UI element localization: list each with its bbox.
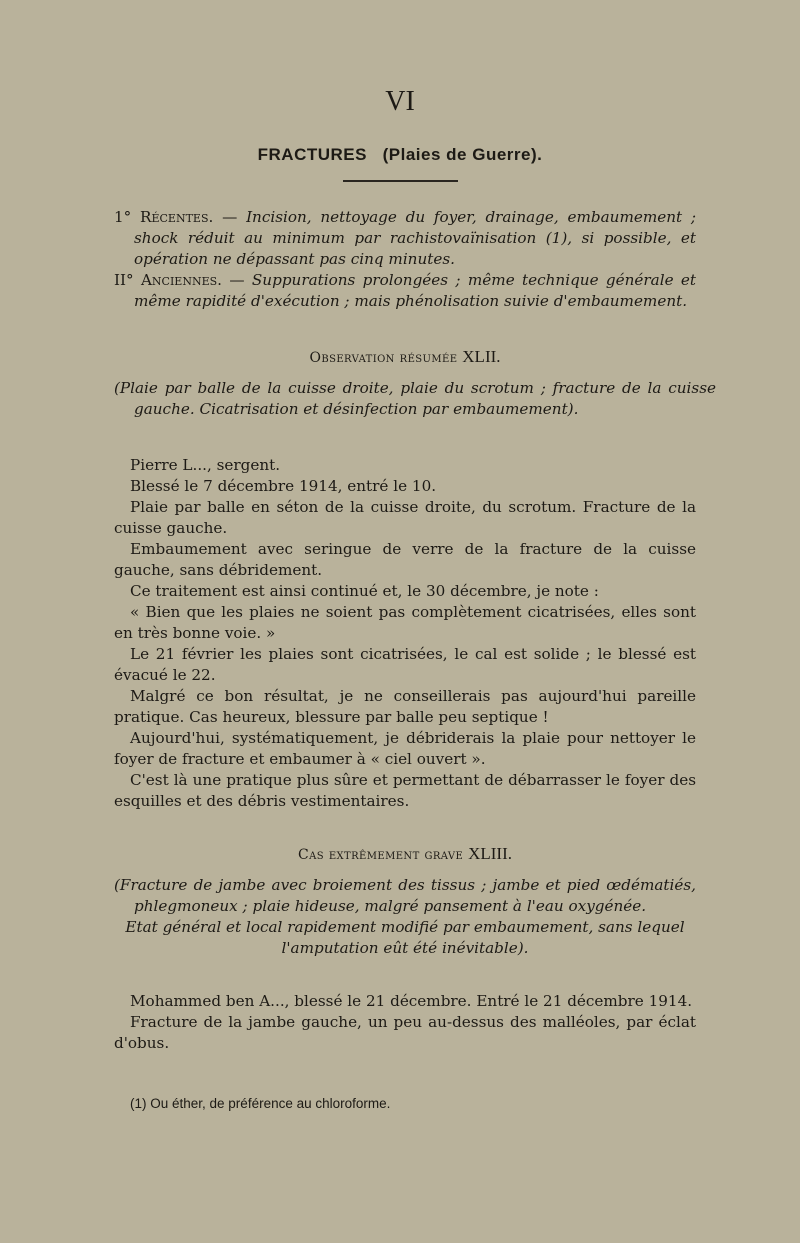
- observation-summary: (Plaie par balle de la cuisse droite, plaie du scrotum ; fracture de la cuisse gauche. Cicatrisation et désinfection par embaumement).: [114, 379, 716, 418]
- paragraph: Plaie par balle en séton de la cuisse droite, du scrotum. Fracture de la cuisse gauche.: [114, 498, 696, 537]
- observation-body: [114, 455, 696, 812]
- case-heading-number: XLIII.: [468, 844, 513, 863]
- paragraph: C'est là une pratique plus sûre et permettant de débarrasser le foyer des esquilles et des débris vestimentaires.: [114, 771, 696, 810]
- title-rule: [343, 180, 458, 182]
- case-summary-text: (Fracture de jambe avec broiement des tissus ; jambe et pied œdématiés, phlegmoneux ; plaie hideuse, malgré pansement à l'eau oxygénée.: [114, 876, 696, 915]
- case-summary: [114, 875, 696, 959]
- case-summary-text-2: Etat général et local rapidement modifié par embaumement, sans lequel l'amputation eût été inévitable).: [125, 918, 685, 957]
- principle-old: II° Anciennes. — Suppurations prolongées ; même technique générale et même rapidité d'exécution ; mais phénolisation suivie d'embaumement.: [114, 271, 697, 310]
- chapter-number: VI: [385, 86, 415, 117]
- paragraph: Embaumement avec seringue de verre de la fracture de la cuisse gauche, sans débridement.: [114, 540, 696, 579]
- paragraph: Le 21 février les plaies sont cicatrisées, le cal est solide ; le blessé est évacué le 22.: [114, 645, 696, 684]
- principle-recent-text: Incision, nettoyage du foyer, drainage, embaumement ; shock réduit au minimum par rachistovaïnisation (1), si possible, et opération ne dépassant pas cinq minutes.: [134, 208, 696, 268]
- case-heading-label: Cas extrêmement grave: [297, 847, 464, 863]
- chapter-title: FRACTURES (Plaies de Guerre).: [257, 145, 543, 164]
- principle-recent: 1° Récentes. — Incision, nettoyage du foyer, drainage, embaumement ; shock réduit au minimum par rachistovaïnisation (1), si possible, et opération ne dépassant pas cinq minutes.: [114, 208, 696, 268]
- paragraph: Pierre L..., sergent.: [130, 456, 281, 474]
- case-body: [114, 991, 696, 1054]
- observation-heading: [114, 346, 696, 369]
- principle-old-text: Suppurations prolongées ; même technique générale et même rapidité d'exécution ; mais phénolisation suivie d'embaumement.: [134, 271, 697, 310]
- principle-recent-label: 1° Récentes.: [114, 208, 214, 226]
- paragraph: Malgré ce bon résultat, je ne conseillerais pas aujourd'hui pareille pratique. Cas heureux, blessure par balle peu septique !: [114, 687, 696, 726]
- paragraph: Ce traitement est ainsi continué et, le 30 décembre, je note :: [130, 582, 599, 600]
- paragraph: Mohammed ben A..., blessé le 21 décembre. Entré le 21 décembre 1914.: [130, 992, 693, 1010]
- paragraph: « Bien que les plaies ne soient pas complètement cicatrisées, elles sont en très bonne voie. »: [114, 603, 696, 642]
- principle-old-label: II° Anciennes.: [114, 271, 222, 289]
- footnote: (1) Ou éther, de préférence au chloroforme.: [130, 1096, 391, 1111]
- observation-heading-number: XLII.: [462, 347, 501, 366]
- paragraph: Fracture de la jambe gauche, un peu au-dessus des malléoles, par éclat d'obus.: [114, 1013, 696, 1052]
- case-heading: [114, 843, 696, 866]
- paragraph: Blessé le 7 décembre 1914, entré le 10.: [130, 477, 437, 495]
- paragraph: Aujourd'hui, systématiquement, je débriderais la plaie pour nettoyer le foyer de fracture et embaumer à « ciel ouvert ».: [114, 729, 696, 768]
- observation-heading-label: Observation résumée: [309, 350, 458, 366]
- principles: [114, 207, 696, 312]
